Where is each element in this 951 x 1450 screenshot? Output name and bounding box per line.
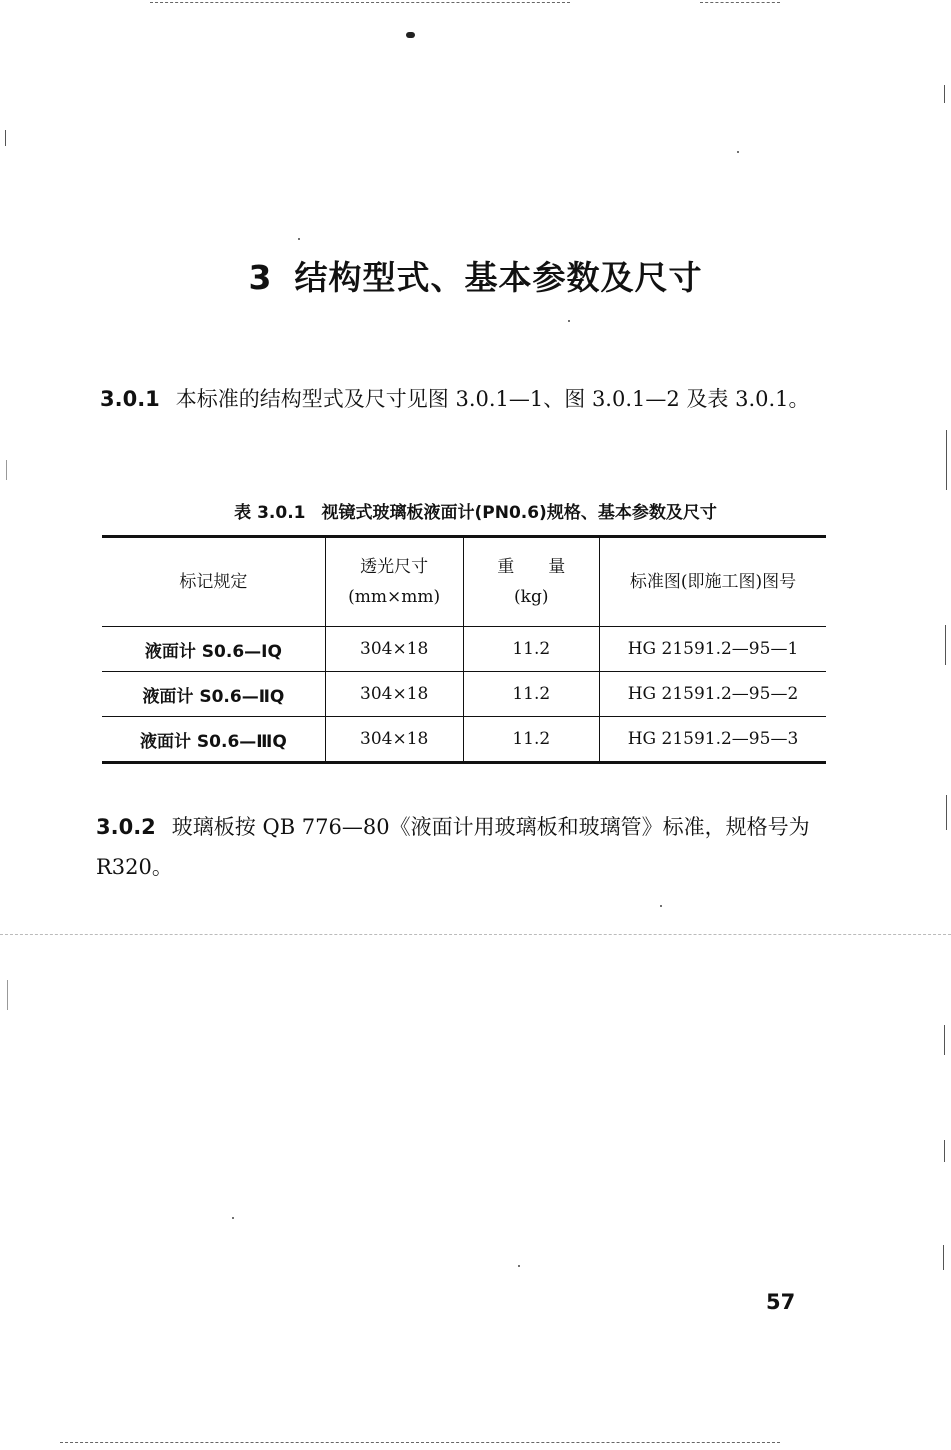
table-caption-title: 视镜式玻璃板液面计(PN0.6)规格、基本参数及尺寸 <box>321 503 717 523</box>
cell-weight: 11.2 <box>463 717 599 763</box>
table-row <box>102 627 826 672</box>
scan-edge-left-1 <box>5 130 6 146</box>
cell-mark: 液面计 S0.6—ⅢQ <box>102 717 325 763</box>
scan-edge-right-2 <box>946 430 947 490</box>
scan-speck-4 <box>660 905 662 907</box>
section-number: 3 <box>248 258 273 297</box>
cell-weight: 11.2 <box>463 627 599 672</box>
cell-size: 304×18 <box>325 717 463 763</box>
clause-number: 3.0.2 <box>96 815 156 839</box>
scan-speck-5 <box>232 1217 234 1219</box>
cell-size: 304×18 <box>325 672 463 717</box>
scan-edge-left-2 <box>6 460 7 480</box>
header-size <box>325 537 463 627</box>
scan-edge-right-4 <box>946 795 947 830</box>
spec-table <box>102 535 826 764</box>
scan-speck-2 <box>298 238 300 240</box>
scan-edge-right-3 <box>945 625 946 665</box>
scan-edge-bottom <box>60 1442 780 1443</box>
section-heading <box>0 252 951 299</box>
header-size-line2: (mm×mm) <box>348 587 441 607</box>
table-row <box>102 717 826 763</box>
cell-drawing: HG 21591.2—95—2 <box>599 672 826 717</box>
scan-edge-top-right <box>700 2 780 3</box>
scan-speck-6 <box>518 1265 520 1267</box>
page-number: 57 <box>766 1290 796 1314</box>
header-drawing <box>599 537 826 627</box>
scan-edge-right-7 <box>943 1245 944 1270</box>
header-mark-line1: 标记规定 <box>179 572 248 592</box>
clause-text: 玻璃板按 QB 776—80《液面计用玻璃板和玻璃管》标准，规格号为 R320。 <box>96 815 810 879</box>
scan-speck-1 <box>737 151 739 153</box>
scan-speck-3 <box>568 320 570 322</box>
clause-3-0-2 <box>96 807 841 887</box>
scan-edge-left-3 <box>7 980 8 1010</box>
cell-mark: 液面计 S0.6—ⅠQ <box>102 627 325 672</box>
cell-mark: 液面计 S0.6—ⅡQ <box>102 672 325 717</box>
table-header-row <box>102 537 826 627</box>
section-title: 结构型式、基本参数及尺寸 <box>294 258 703 297</box>
clause-text: 本标准的结构型式及尺寸见图 3.0.1—1、图 3.0.1—2 及表 3.0.1。 <box>175 387 810 411</box>
scan-edge-right-1 <box>944 85 945 103</box>
cell-drawing: HG 21591.2—95—3 <box>599 717 826 763</box>
header-weight-line1: 重 量 <box>497 557 566 577</box>
clause-number: 3.0.1 <box>100 387 160 411</box>
table-row <box>102 672 826 717</box>
table-caption <box>0 498 951 523</box>
header-weight <box>463 537 599 627</box>
header-drawing-line1: 标准图(即施工图)图号 <box>629 572 797 592</box>
header-mark <box>102 537 325 627</box>
scan-edge-right-6 <box>944 1140 945 1162</box>
cell-weight: 11.2 <box>463 672 599 717</box>
cell-size: 304×18 <box>325 627 463 672</box>
header-weight-line2: (kg) <box>514 587 549 607</box>
scan-edge-right-5 <box>944 1025 945 1055</box>
table-caption-number: 表 3.0.1 <box>234 503 306 523</box>
header-size-line1: 透光尺寸 <box>360 557 429 577</box>
clause-3-0-1 <box>100 379 840 419</box>
scan-fold-line <box>0 934 951 935</box>
cell-drawing: HG 21591.2—95—1 <box>599 627 826 672</box>
scan-edge-top <box>150 2 570 3</box>
scan-ink-blot <box>406 32 415 38</box>
